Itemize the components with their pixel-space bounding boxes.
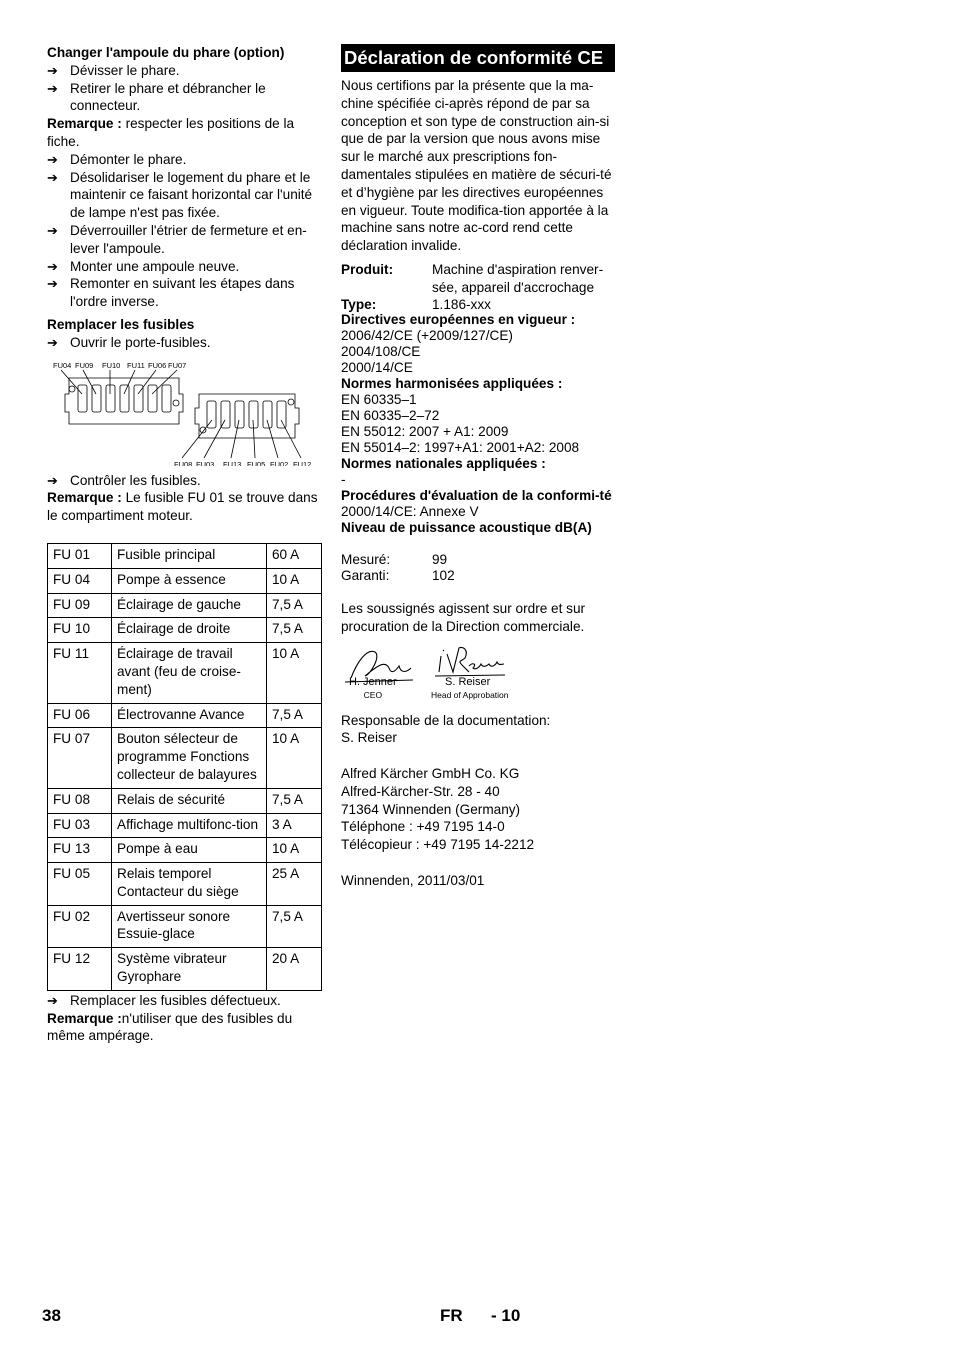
directives-list <box>341 328 616 376</box>
fuse-function-cell: Système vibrateur Gyrophare <box>112 948 267 991</box>
address-line: Alfred-Kärcher-Str. 28 - 40 <box>341 783 500 799</box>
fuse-function-cell: Éclairage de droite <box>112 618 267 643</box>
directives-label: Directives européennes en vigueur : <box>341 312 576 328</box>
fuse-function-cell: Affichage multifonc-tion <box>112 813 267 838</box>
arrow-right-icon: ➔ <box>47 992 58 1008</box>
note-3: Remarque :n'utiliser que des fusibles du même ampérage. <box>47 1010 293 1044</box>
signatories-text: Les soussignés agissent sur ordre et sur procuration de la Direction commerciale. <box>341 601 586 634</box>
table-row <box>48 543 322 568</box>
headlamp-steps-2 <box>47 151 322 311</box>
product-row: Produit: Machine d'aspiration renver-sée, appareil d'accrochage <box>341 261 604 295</box>
fuse-function-cell: Électrovanne Avance <box>112 703 267 728</box>
fuse-id-cell: FU 13 <box>48 838 112 863</box>
signature-reiser <box>435 647 505 676</box>
instruction-step: ➔ Dévisser le phare. <box>47 62 180 78</box>
diagram-label-bottom: FU02 <box>270 459 289 466</box>
instruction-step: ➔ Monter une ampoule neuve. <box>47 258 240 274</box>
fuse-id-cell: FU 03 <box>48 813 112 838</box>
address-line: Téléphone : +49 7195 14-0 <box>341 819 505 835</box>
fuses-heading: Remplacer les fusibles <box>47 316 195 332</box>
table-row <box>48 618 322 643</box>
fuse-id-cell: FU 12 <box>48 948 112 991</box>
table-row <box>48 813 322 838</box>
arrow-right-icon: ➔ <box>47 276 58 292</box>
table-row <box>48 905 322 948</box>
fuse-id-cell: FU 04 <box>48 568 112 593</box>
fuse-rating-cell: 10 A <box>267 728 322 788</box>
fuse-id-cell: FU 01 <box>48 543 112 568</box>
table-row <box>48 863 322 906</box>
procedure-label: Procédures d'évaluation de la conformi-té <box>341 488 612 504</box>
doc-responsible-label: Responsable de la documentation: <box>341 712 551 728</box>
signatory-1: H. Jenner CEO <box>349 675 397 700</box>
directive-item: 2004/108/CE <box>341 344 421 360</box>
place-date: Winnenden, 2011/03/01 <box>341 872 485 888</box>
instruction-step: ➔ Remonter en suivant les étapes dans l'ordre inverse. <box>47 276 295 310</box>
instruction-step: ➔ Déverrouiller l'étrier de fermeture et en-lever l'ampoule. <box>47 222 307 256</box>
arrow-right-icon: ➔ <box>47 258 58 274</box>
declaration-intro: Nous certifions par la présente que la ma-chine spécifiée ci-après répond de par sa conception et son type de construction ain-si que de par la version que nous avons mise sur le marché aux prescriptions fon-damentales stipulées en matière de sécuri-té et d’hygiène par les directives européennes en vigueur. Toute modifica-tion apportée à la machine sans notre ac-cord rend cette déclaration invalide. <box>341 78 612 254</box>
right-column <box>341 44 616 890</box>
harmonised-label: Normes harmonisées appliquées : <box>341 376 563 392</box>
fuse-rating-cell: 10 A <box>267 568 322 593</box>
measured-row: Mesuré: 99 <box>341 552 448 568</box>
language-code: FR <box>440 1306 463 1325</box>
fuse-function-cell: Pompe à eau <box>112 838 267 863</box>
fuse-id-cell: FU 10 <box>48 618 112 643</box>
diagram-label-top: FU09 <box>75 360 94 370</box>
fuse-function-cell: Relais temporel Contacteur du siège <box>112 863 267 906</box>
arrow-right-icon: ➔ <box>47 222 58 238</box>
fuse-rating-cell: 10 A <box>267 838 322 863</box>
fuse-rating-cell: 25 A <box>267 863 322 906</box>
declaration-title: Déclaration de conformité CE <box>341 44 615 72</box>
note-2: Remarque : Le fusible FU 01 se trouve dans le compartiment moteur. <box>47 490 318 524</box>
fuse-id-cell: FU 05 <box>48 863 112 906</box>
table-row <box>48 838 322 863</box>
fuse-id-cell: FU 07 <box>48 728 112 788</box>
address-line: Alfred Kärcher GmbH Co. KG <box>341 766 520 782</box>
arrow-right-icon: ➔ <box>47 169 58 185</box>
fuse-rating-cell: 7,5 A <box>267 593 322 618</box>
diagram-label-top: FU11 <box>127 360 145 370</box>
signature-block <box>341 642 616 722</box>
table-row <box>48 703 322 728</box>
fuse-id-cell: FU 08 <box>48 788 112 813</box>
table-row <box>48 568 322 593</box>
fuse-function-cell: Éclairage de travail avant (feu de croise-ment) <box>112 643 267 703</box>
fuse-rating-cell: 20 A <box>267 948 322 991</box>
diagram-label-top: FU10 <box>102 360 121 370</box>
national-value: - <box>341 472 346 488</box>
type-row: Type: 1.186-xxx <box>341 296 491 312</box>
fuse-rating-cell: 3 A <box>267 813 322 838</box>
fuse-function-cell: Pompe à essence <box>112 568 267 593</box>
fuse-rating-cell: 60 A <box>267 543 322 568</box>
step-replace-fuses: ➔ Remplacer les fusibles défectueux. <box>47 992 281 1008</box>
procedure-value: 2000/14/CE: Annexe V <box>341 504 479 520</box>
fuse-id-cell: FU 02 <box>48 905 112 948</box>
diagram-label-bottom: FU08 <box>174 459 193 466</box>
fuse-function-cell: Relais de sécurité <box>112 788 267 813</box>
step-open-fusebox: ➔ Ouvrir le porte-fusibles. <box>47 334 211 350</box>
fuse-id-cell: FU 11 <box>48 643 112 703</box>
arrow-right-icon: ➔ <box>47 151 58 167</box>
fuse-rating-cell: 7,5 A <box>267 905 322 948</box>
fuse-table <box>47 543 322 991</box>
standard-item: EN 55012: 2007 + A1: 2009 <box>341 424 509 440</box>
step-check-fuses: ➔ Contrôler les fusibles. <box>47 472 201 488</box>
signatory-2: S. Reiser Head of Approbation <box>431 675 509 700</box>
directive-item: 2000/14/CE <box>341 360 413 376</box>
fuse-rating-cell: 7,5 A <box>267 703 322 728</box>
table-row <box>48 728 322 788</box>
headlamp-heading: Changer l'ampoule du phare (option) <box>47 45 285 60</box>
national-label: Normes nationales appliquées : <box>341 456 546 472</box>
directive-item: 2006/42/CE (+2009/127/CE) <box>341 328 513 344</box>
diagram-label-bottom: FU13 <box>223 459 242 466</box>
fuse-function-cell: Bouton sélecteur de programme Fonctions collecteur de balayures <box>112 728 267 788</box>
table-row <box>48 948 322 991</box>
fuse-function-cell: Avertisseur sonore Essuie-glace <box>112 905 267 948</box>
headlamp-steps-1 <box>47 62 322 115</box>
arrow-right-icon: ➔ <box>47 80 58 96</box>
table-row <box>48 593 322 618</box>
fuse-function-cell: Éclairage de gauche <box>112 593 267 618</box>
arrow-right-icon: ➔ <box>47 62 58 78</box>
arrow-right-icon: ➔ <box>47 334 58 350</box>
diagram-label-top: FU07 <box>168 360 187 370</box>
table-row <box>48 643 322 703</box>
fuse-function-cell: Fusible principal <box>112 543 267 568</box>
instruction-step: ➔ Démonter le phare. <box>47 151 187 167</box>
instruction-step: ➔ Retirer le phare et débrancher le connecteur. <box>47 80 266 114</box>
page-number: 38 <box>42 1306 61 1325</box>
address-line: Télécopieur : +49 7195 14-2212 <box>341 837 535 853</box>
fuse-rating-cell: 7,5 A <box>267 618 322 643</box>
fuse-box-diagram <box>47 354 322 466</box>
fuse-id-cell: FU 09 <box>48 593 112 618</box>
fuse-rating-cell: 10 A <box>267 643 322 703</box>
fuse-id-cell: FU 06 <box>48 703 112 728</box>
diagram-label-top: FU04 <box>53 360 72 370</box>
diagram-label-top: FU06 <box>148 360 167 370</box>
diagram-label-bottom: FU05 <box>247 459 266 466</box>
harmonised-list <box>341 392 616 456</box>
sub-page-number: - 10 <box>491 1306 521 1325</box>
diagram-label-bottom: FU12 <box>293 459 312 466</box>
address-line: 71364 Winnenden (Germany) <box>341 801 521 817</box>
company-address <box>341 765 616 854</box>
table-row <box>48 788 322 813</box>
left-column <box>47 44 322 1045</box>
doc-responsible-name: S. Reiser <box>341 730 397 746</box>
standard-item: EN 60335–1 <box>341 392 417 408</box>
diagram-label-bottom: FU03 <box>196 459 215 466</box>
fuse-rating-cell: 7,5 A <box>267 788 322 813</box>
arrow-right-icon: ➔ <box>47 472 58 488</box>
instruction-step: ➔ Désolidariser le logement du phare et le maintenir ce faisant horizontal car l'unité de lampe n'est pas fixée. <box>47 169 313 221</box>
standard-item: EN 60335–2–72 <box>341 408 440 424</box>
guaranteed-row: Garanti: 102 <box>341 568 455 584</box>
sound-label: Niveau de puissance acoustique dB(A) <box>341 520 592 536</box>
standard-item: EN 55014–2: 1997+A1: 2001+A2: 2008 <box>341 440 580 456</box>
note-1: Remarque : respecter les positions de la fiche. <box>47 116 295 149</box>
